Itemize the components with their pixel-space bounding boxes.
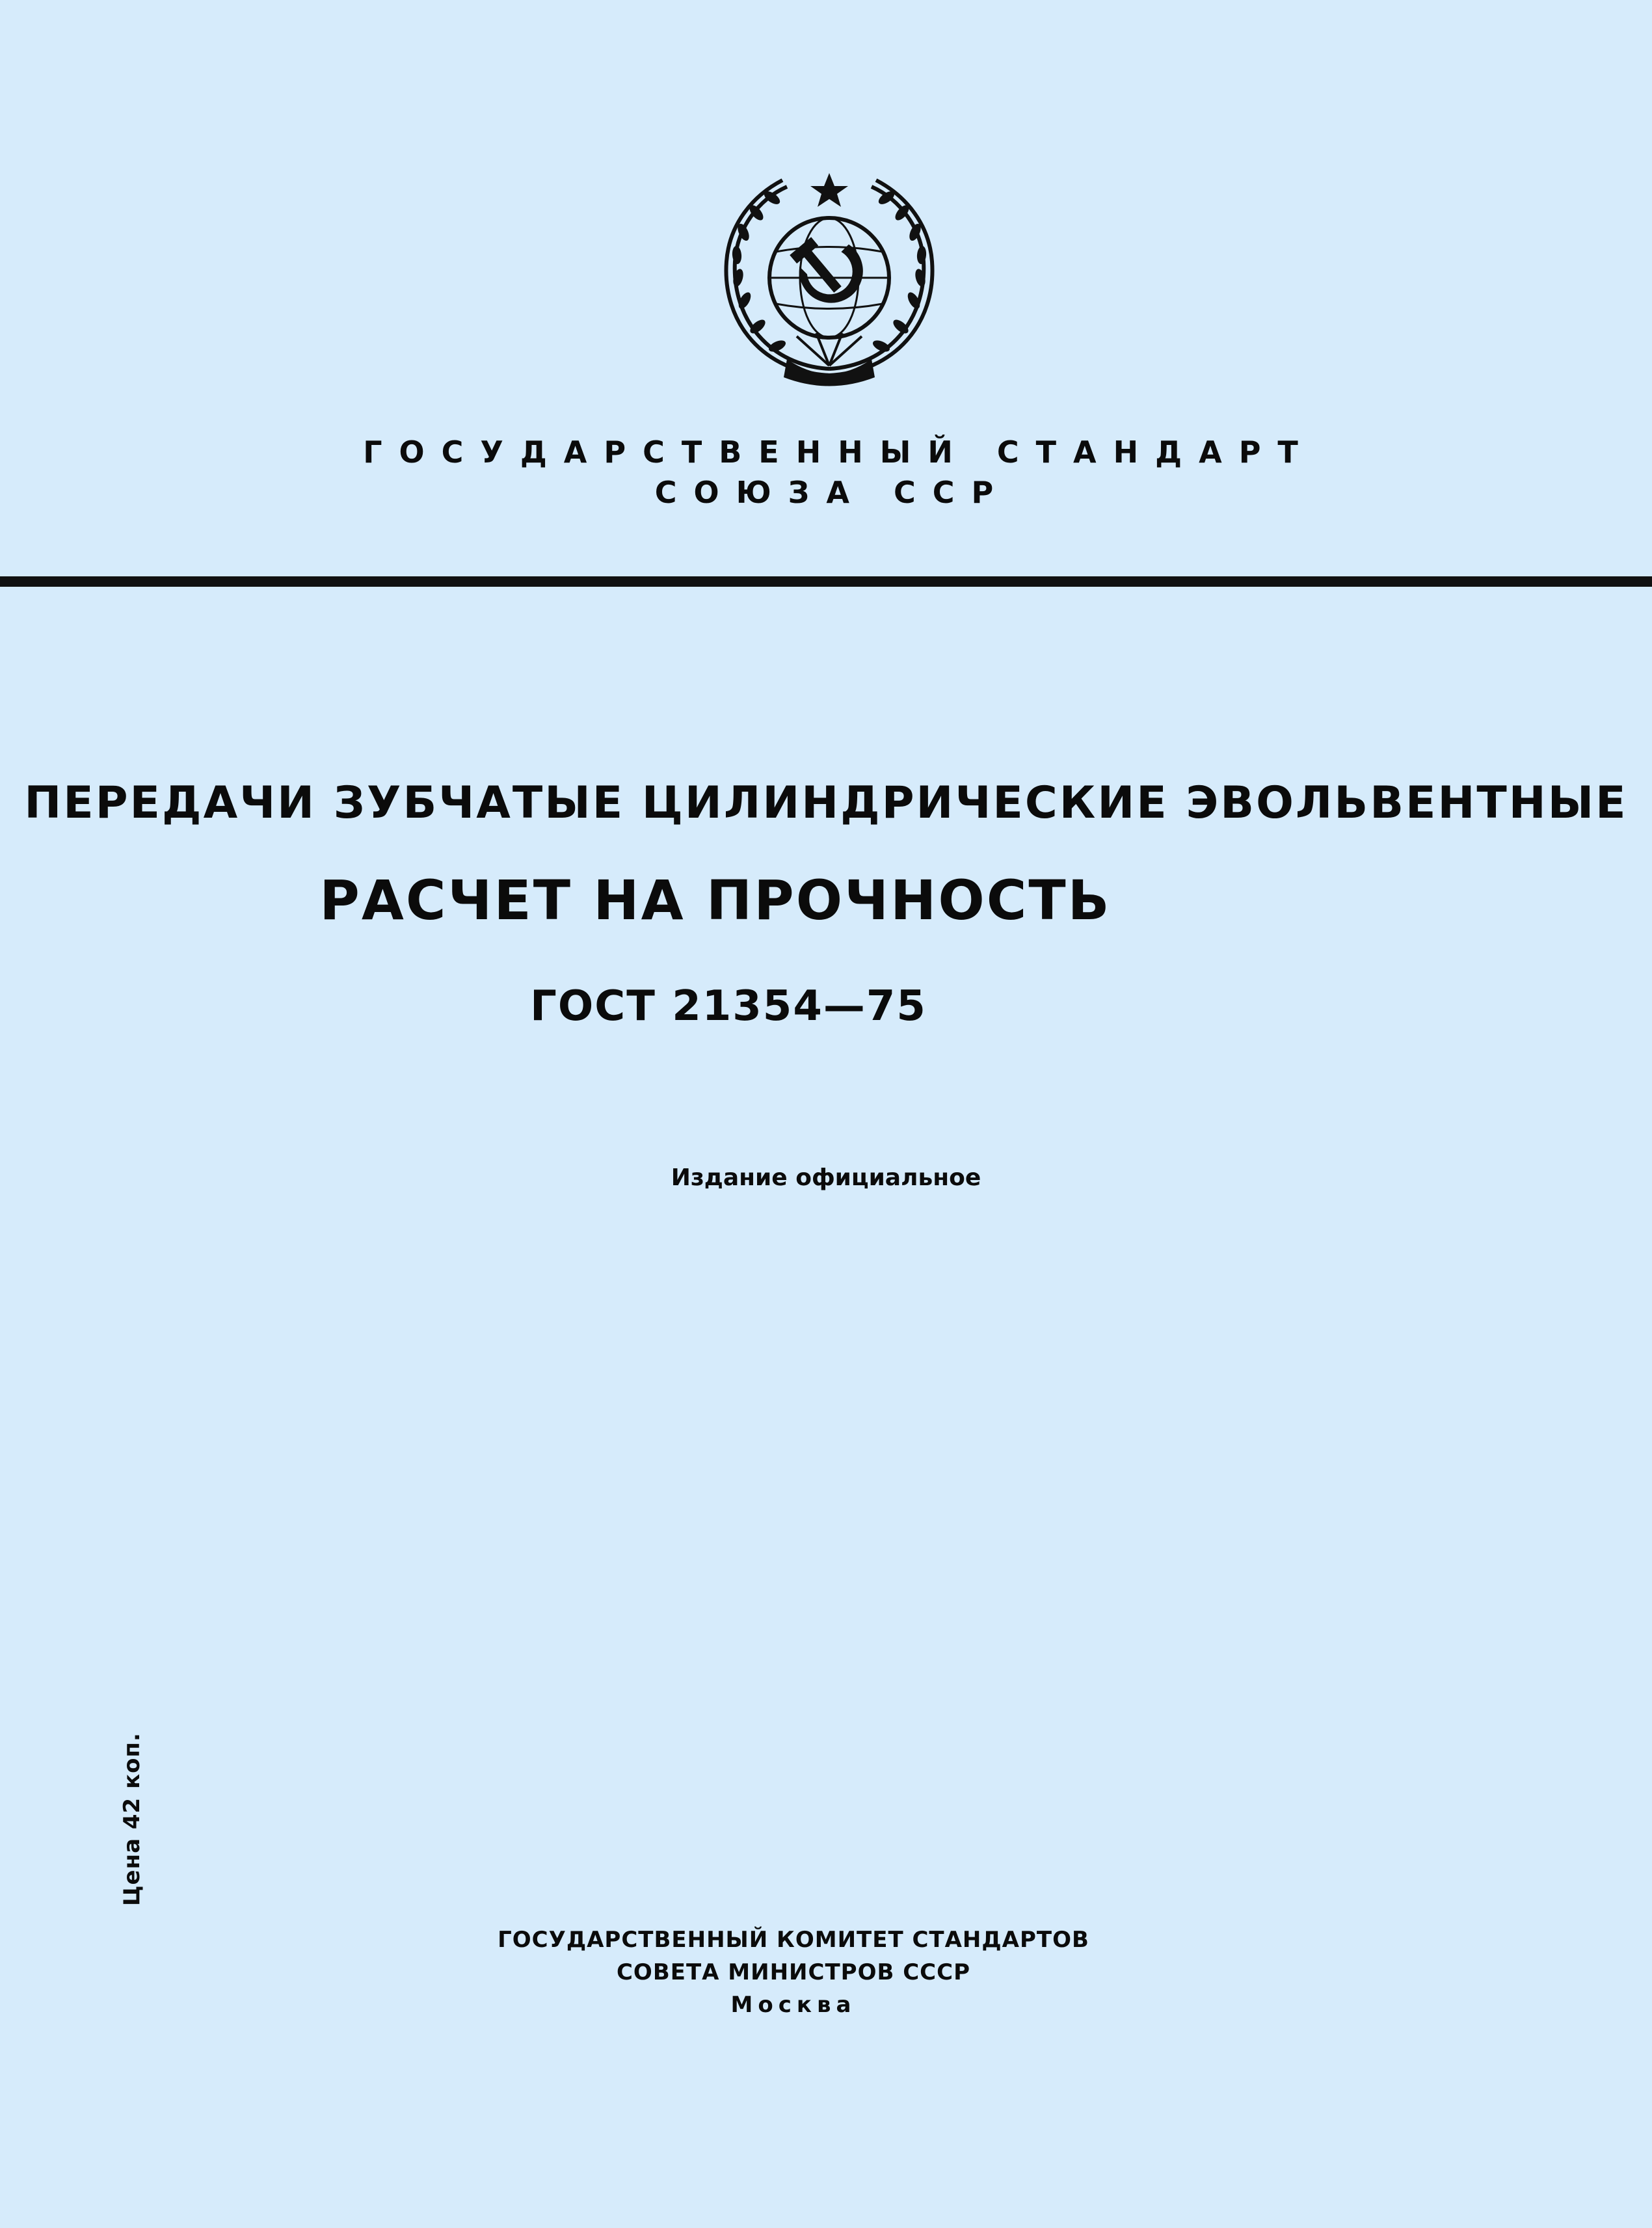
publisher-line-1: ГОСУДАРСТВЕННЫЙ КОМИТЕТ СТАНДАРТОВ [498,1927,1089,1953]
publisher-city: Москва [730,1992,857,2018]
state-emblem-icon [719,170,940,392]
document-subtitle: РАСЧЕТ НА ПРОЧНОСТЬ [319,868,1112,932]
publisher-line-2: СОВЕТА МИНИСТРОВ СССР [616,1959,971,1985]
document-title: ПЕРЕДАЧИ ЗУБЧАТЫЕ ЦИЛИНДРИЧЕСКИЕ ЭВОЛЬВЕНТНЫЕ [24,777,1628,829]
header-line-1: ГОСУДАРСТВЕННЫЙ СТАНДАРТ [363,435,1315,470]
standard-number: ГОСТ 21354—75 [530,982,927,1030]
header-divider [0,576,1652,587]
header-line-2: СОЮЗА ССР [654,475,1011,510]
price-text: Цена 42 коп. [119,1732,145,1906]
edition-label: Издание официальное [671,1164,981,1191]
